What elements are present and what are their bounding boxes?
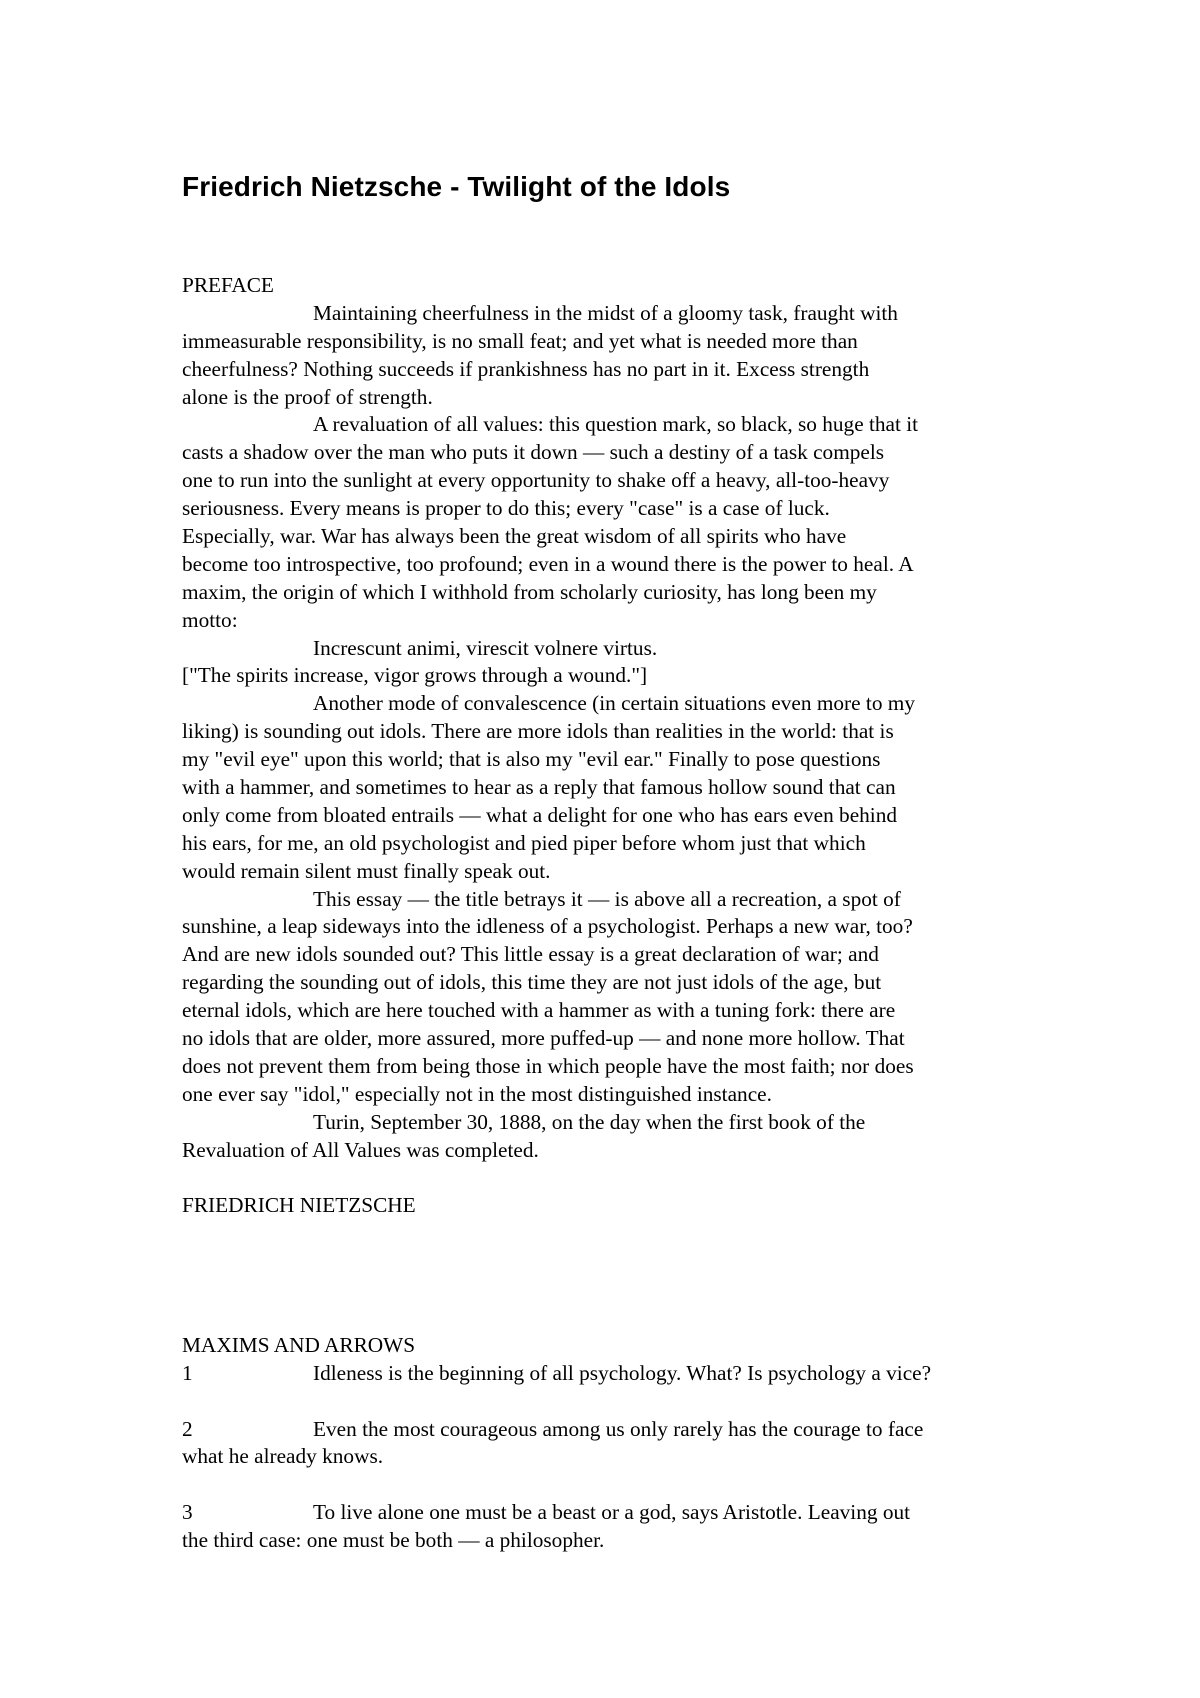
maxim-number: 2 (182, 1416, 193, 1441)
paragraph-line: And are new idols sounded out? This little essay is a great declaration of war; and (182, 942, 879, 967)
paragraph-line: motto: (182, 607, 238, 632)
dateline: Revaluation of All Values was completed. (182, 1137, 539, 1162)
signature: FRIEDRICH NIETZSCHE (182, 1193, 416, 1218)
maxim-text-continued: the third case: one must be both — a philosopher. (182, 1528, 605, 1553)
paragraph-line: only come from bloated entrails — what a delight for one who has ears even behind (182, 802, 898, 827)
paragraph-line: liking) is sounding out idols. There are more idols than realities in the world: that is (182, 719, 894, 744)
paragraph-line: Maintaining cheerfulness in the midst of a gloomy task, fraught with (313, 300, 898, 325)
spacer (182, 1165, 1042, 1193)
paragraph-line: Especially, war. War has always been the great wisdom of all spirits who have (182, 524, 847, 549)
maxim-text: To live alone one must be a beast or a god, says Aristotle. Leaving out (313, 1500, 911, 1525)
spacer (182, 1276, 1042, 1304)
spacer (182, 1304, 1042, 1332)
paragraph-line: no idols that are older, more assured, more puffed-up — and none more hollow. That (182, 1026, 905, 1051)
maxim-item (182, 1499, 1042, 1527)
paragraph-line: A revaluation of all values: this question mark, so black, so huge that it (313, 412, 919, 437)
spacer (182, 1388, 1042, 1416)
latin-motto: Increscunt animi, virescit volnere virtus. (313, 635, 658, 660)
document-title: Friedrich Nietzsche - Twilight of the Idols (182, 171, 731, 202)
spacer (182, 1220, 1042, 1248)
paragraph-line: with a hammer, and sometimes to hear as a reply that famous hollow sound that can (182, 775, 896, 800)
maxim-text-continued: what he already knows. (182, 1444, 384, 1469)
maxim-item (182, 1416, 1042, 1444)
paragraph-line: seriousness. Every means is proper to do this; every "case" is a case of luck. (182, 496, 830, 521)
paragraph-line: regarding the sounding out of idols, this time they are not just idols of the age, but (182, 970, 882, 995)
paragraph-line: does not prevent them from being those in which people have the most faith; nor does (182, 1053, 914, 1078)
paragraph-line: one ever say "idol," especially not in the most distinguished instance. (182, 1081, 772, 1106)
paragraph-line: sunshine, a leap sideways into the idleness of a psychologist. Perhaps a new war, too? (182, 914, 913, 939)
paragraph-line: immeasurable responsibility, is no small feat; and yet what is needed more than (182, 328, 858, 353)
paragraph-line: one to run into the sunlight at every opportunity to shake off a heavy, all-too-heavy (182, 468, 890, 493)
dateline: Turin, September 30, 1888, on the day when the first book of the (313, 1109, 866, 1134)
paragraph-line: would remain silent must finally speak out. (182, 858, 551, 883)
spacer (182, 1248, 1042, 1276)
paragraph-line: Another mode of convalescence (in certain situations even more to my (313, 691, 916, 716)
paragraph-line: cheerfulness? Nothing succeeds if prankishness has no part in it. Excess strength (182, 356, 870, 381)
paragraph-line: my "evil eye" upon this world; that is also my "evil ear." Finally to pose questions (182, 747, 881, 772)
maxim-text: Even the most courageous among us only rarely has the courage to face (313, 1416, 924, 1441)
paragraph-line: his ears, for me, an old psychologist and pied piper before whom just that which (182, 830, 866, 855)
preface-heading: PREFACE (182, 273, 274, 297)
paragraph-line: become too introspective, too profound; even in a wound there is the power to heal. A (182, 551, 914, 576)
paragraph-line: casts a shadow over the man who puts it down — such a destiny of a task compels (182, 440, 885, 465)
paragraph-line: maxim, the origin of which I withhold from scholarly curiosity, has long been my (182, 579, 877, 604)
paragraph-line: This essay — the title betrays it — is above all a recreation, a spot of (313, 886, 901, 911)
motto-translation: ["The spirits increase, vigor grows through a wound."] (182, 663, 648, 688)
spacer (182, 1471, 1042, 1499)
maxim-text: Idleness is the beginning of all psychology. What? Is psychology a vice? (313, 1360, 932, 1385)
maxim-number: 1 (182, 1360, 193, 1385)
paragraph-line: alone is the proof of strength. (182, 384, 433, 409)
maxims-heading: MAXIMS AND ARROWS (182, 1332, 416, 1357)
paragraph-line: eternal idols, which are here touched with a hammer as with a tuning fork: there are (182, 998, 896, 1023)
maxim-number: 3 (182, 1500, 193, 1525)
document-body (182, 272, 1042, 1555)
maxim-item (182, 1360, 1042, 1388)
